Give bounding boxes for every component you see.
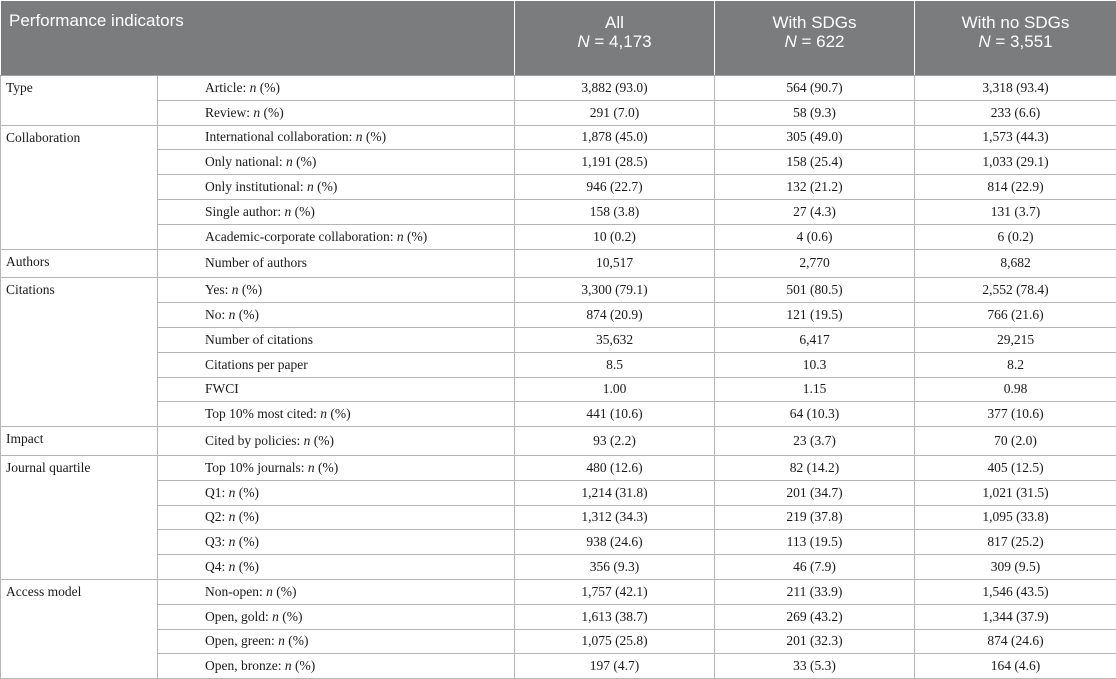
value-with-sdgs: 158 (25.4) [715, 150, 915, 175]
value-with-no-sdgs: 233 (6.6) [915, 100, 1116, 125]
value-with-sdgs: 113 (19.5) [715, 530, 915, 555]
category-cell: Collaboration [1, 125, 158, 249]
table-row [1, 505, 1116, 530]
value-with-sdgs: 23 (3.7) [715, 427, 915, 456]
table-row [1, 76, 1116, 101]
n-symbol: n [286, 154, 293, 169]
indicator-label: Top 10% most cited: [205, 406, 320, 421]
table-row [1, 249, 1116, 278]
header-row [1, 1, 1116, 76]
indicator-label: Q4: [205, 559, 229, 574]
value-with-no-sdgs: 874 (24.6) [915, 629, 1116, 654]
value-with-sdgs: 4 (0.6) [715, 224, 915, 249]
value-all: 291 (7.0) [515, 100, 715, 125]
table-row [1, 579, 1116, 604]
n-symbol: n [272, 609, 279, 624]
n-symbol: N [784, 32, 796, 51]
value-with-sdgs: 211 (33.9) [715, 579, 915, 604]
value-with-no-sdgs: 8.2 [915, 352, 1116, 377]
indicator-label: Q2: [205, 509, 229, 524]
indicator-cell [158, 327, 515, 352]
indicator-suffix: (%) [260, 105, 284, 120]
header-group-n [523, 32, 706, 51]
table-row [1, 278, 1116, 303]
value-with-no-sdgs: 377 (10.6) [915, 402, 1116, 427]
value-all: 874 (20.9) [515, 303, 715, 328]
value-with-no-sdgs: 1,095 (33.8) [915, 505, 1116, 530]
table-row [1, 125, 1116, 150]
indicator-cell [158, 100, 515, 125]
indicator-label: Open, green: [205, 633, 278, 648]
indicator-label: Non-open: [205, 584, 266, 599]
indicator-cell [158, 175, 515, 200]
n-symbol: n [229, 307, 236, 322]
table-row [1, 199, 1116, 224]
indicator-suffix: (%) [285, 633, 309, 648]
value-with-no-sdgs: 1,573 (44.3) [915, 125, 1116, 150]
value-with-no-sdgs: 1,033 (29.1) [915, 150, 1116, 175]
indicator-label: Only institutional: [205, 179, 307, 194]
n-symbol: n [307, 179, 314, 194]
indicator-suffix: (%) [256, 80, 280, 95]
value-with-no-sdgs: 164 (4.6) [915, 654, 1116, 679]
indicator-cell [158, 352, 515, 377]
value-with-no-sdgs: 1,546 (43.5) [915, 579, 1116, 604]
indicator-label: International collaboration: [205, 129, 356, 144]
table-row [1, 100, 1116, 125]
value-with-sdgs: 82 (14.2) [715, 455, 915, 480]
value-with-sdgs: 6,417 [715, 327, 915, 352]
n-value: = 3,551 [995, 32, 1052, 51]
n-symbol: n [285, 204, 292, 219]
table-row [1, 402, 1116, 427]
table-row [1, 480, 1116, 505]
indicator-cell [158, 427, 515, 456]
indicator-cell [158, 125, 515, 150]
value-with-sdgs: 201 (34.7) [715, 480, 915, 505]
value-all: 938 (24.6) [515, 530, 715, 555]
indicator-cell [158, 249, 515, 278]
n-symbol: n [278, 633, 285, 648]
indicator-cell [158, 480, 515, 505]
indicator-suffix: (%) [404, 229, 428, 244]
indicator-label: Article: [205, 80, 250, 95]
value-all: 1,191 (28.5) [515, 150, 715, 175]
value-all: 480 (12.6) [515, 455, 715, 480]
value-all: 1,312 (34.3) [515, 505, 715, 530]
n-symbol: n [356, 129, 363, 144]
value-all: 3,882 (93.0) [515, 76, 715, 101]
header-performance-indicators: Performance indicators [1, 1, 515, 76]
indicator-cell [158, 199, 515, 224]
value-all: 35,632 [515, 327, 715, 352]
indicator-suffix: (%) [292, 658, 316, 673]
header-group-n [723, 32, 906, 51]
value-with-no-sdgs: 309 (9.5) [915, 555, 1116, 580]
value-all: 10 (0.2) [515, 224, 715, 249]
category-cell: Type [1, 76, 158, 126]
n-symbol: n [250, 80, 257, 95]
table-row [1, 224, 1116, 249]
indicator-suffix: (%) [235, 534, 259, 549]
value-with-sdgs: 501 (80.5) [715, 278, 915, 303]
value-all: 1,214 (31.8) [515, 480, 715, 505]
table-row [1, 352, 1116, 377]
value-all: 946 (22.7) [515, 175, 715, 200]
indicator-label: FWCI [205, 381, 239, 396]
value-with-sdgs: 1.15 [715, 377, 915, 402]
table-row [1, 377, 1116, 402]
category-cell: Journal quartile [1, 455, 158, 579]
indicator-cell [158, 579, 515, 604]
indicator-label: Number of authors [205, 255, 307, 270]
header-with-sdgs [715, 1, 915, 76]
indicator-cell [158, 76, 515, 101]
value-with-no-sdgs: 29,215 [915, 327, 1116, 352]
indicator-suffix: (%) [279, 609, 303, 624]
n-symbol: n [308, 460, 315, 475]
value-with-sdgs: 219 (37.8) [715, 505, 915, 530]
n-symbol: n [397, 229, 404, 244]
indicator-label: Q3: [205, 534, 229, 549]
value-with-sdgs: 64 (10.3) [715, 402, 915, 427]
value-with-no-sdgs: 70 (2.0) [915, 427, 1116, 456]
table-row [1, 150, 1116, 175]
indicator-label: Single author: [205, 204, 285, 219]
n-symbol: n [229, 485, 236, 500]
indicator-suffix: (%) [310, 433, 334, 448]
indicator-label: Cited by policies: [205, 433, 304, 448]
value-all: 1,075 (25.8) [515, 629, 715, 654]
value-with-no-sdgs: 405 (12.5) [915, 455, 1116, 480]
value-with-no-sdgs: 131 (3.7) [915, 199, 1116, 224]
n-symbol: n [320, 406, 327, 421]
indicator-label: Number of citations [205, 332, 313, 347]
indicator-cell [158, 629, 515, 654]
header-group-n [923, 32, 1108, 51]
indicator-suffix: (%) [327, 406, 351, 421]
value-with-no-sdgs: 814 (22.9) [915, 175, 1116, 200]
header-with-no-sdgs [915, 1, 1116, 76]
value-all: 1,878 (45.0) [515, 125, 715, 150]
category-cell: Impact [1, 427, 158, 456]
value-all: 3,300 (79.1) [515, 278, 715, 303]
n-symbol: n [229, 534, 236, 549]
n-symbol: n [304, 433, 311, 448]
value-with-sdgs: 305 (49.0) [715, 125, 915, 150]
n-symbol: n [266, 584, 273, 599]
n-symbol: n [285, 658, 292, 673]
header-group-name: With SDGs [772, 13, 856, 32]
table-row [1, 530, 1116, 555]
value-with-no-sdgs: 1,021 (31.5) [915, 480, 1116, 505]
indicator-cell [158, 555, 515, 580]
value-with-sdgs: 10.3 [715, 352, 915, 377]
table-body [1, 76, 1116, 679]
value-with-no-sdgs: 2,552 (78.4) [915, 278, 1116, 303]
table-row [1, 427, 1116, 456]
indicator-label: Review: [205, 105, 253, 120]
value-with-no-sdgs: 3,318 (93.4) [915, 76, 1116, 101]
table-row [1, 175, 1116, 200]
indicator-label: Open, bronze: [205, 658, 285, 673]
indicator-label: Citations per paper [205, 357, 308, 372]
indicator-suffix: (%) [235, 559, 259, 574]
table-row [1, 604, 1116, 629]
value-with-no-sdgs: 8,682 [915, 249, 1116, 278]
n-symbol: n [232, 282, 239, 297]
n-symbol: n [253, 105, 260, 120]
indicator-suffix: (%) [291, 204, 315, 219]
category-cell: Authors [1, 249, 158, 278]
indicator-suffix: (%) [293, 154, 317, 169]
indicator-cell [158, 377, 515, 402]
indicator-label: Academic-corporate collaboration: [205, 229, 397, 244]
n-symbol: n [229, 509, 236, 524]
value-all: 1,613 (38.7) [515, 604, 715, 629]
table-header [1, 1, 1116, 76]
value-all: 10,517 [515, 249, 715, 278]
value-all: 441 (10.6) [515, 402, 715, 427]
indicator-label: Only national: [205, 154, 286, 169]
value-with-no-sdgs: 766 (21.6) [915, 303, 1116, 328]
indicator-cell [158, 303, 515, 328]
value-with-sdgs: 58 (9.3) [715, 100, 915, 125]
value-with-sdgs: 121 (19.5) [715, 303, 915, 328]
indicator-label: Top 10% journals: [205, 460, 308, 475]
table-row [1, 327, 1116, 352]
value-with-sdgs: 201 (32.3) [715, 629, 915, 654]
indicator-cell [158, 604, 515, 629]
indicator-cell [158, 530, 515, 555]
indicator-cell [158, 150, 515, 175]
indicator-suffix: (%) [235, 307, 259, 322]
value-with-sdgs: 46 (7.9) [715, 555, 915, 580]
indicator-suffix: (%) [239, 282, 263, 297]
value-all: 158 (3.8) [515, 199, 715, 224]
indicator-label: Q1: [205, 485, 229, 500]
value-with-sdgs: 33 (5.3) [715, 654, 915, 679]
indicator-suffix: (%) [315, 460, 339, 475]
value-with-sdgs: 27 (4.3) [715, 199, 915, 224]
category-cell: Access model [1, 579, 158, 678]
value-with-no-sdgs: 0.98 [915, 377, 1116, 402]
n-symbol: n [229, 559, 236, 574]
header-all [515, 1, 715, 76]
value-with-no-sdgs: 6 (0.2) [915, 224, 1116, 249]
value-with-sdgs: 564 (90.7) [715, 76, 915, 101]
indicator-cell [158, 455, 515, 480]
n-symbol: N [577, 32, 589, 51]
indicator-cell [158, 402, 515, 427]
header-group-name: With no SDGs [962, 13, 1070, 32]
n-value: = 4,173 [594, 32, 651, 51]
value-all: 1,757 (42.1) [515, 579, 715, 604]
indicator-suffix: (%) [314, 179, 338, 194]
value-all: 1.00 [515, 377, 715, 402]
table-row [1, 455, 1116, 480]
value-with-sdgs: 2,770 [715, 249, 915, 278]
indicator-label: No: [205, 307, 229, 322]
indicator-suffix: (%) [273, 584, 297, 599]
indicator-suffix: (%) [235, 509, 259, 524]
indicator-cell [158, 278, 515, 303]
value-with-sdgs: 132 (21.2) [715, 175, 915, 200]
value-with-no-sdgs: 817 (25.2) [915, 530, 1116, 555]
table-row [1, 555, 1116, 580]
value-all: 356 (9.3) [515, 555, 715, 580]
value-with-sdgs: 269 (43.2) [715, 604, 915, 629]
value-all: 197 (4.7) [515, 654, 715, 679]
indicator-label: Open, gold: [205, 609, 272, 624]
n-value: = 622 [802, 32, 845, 51]
indicator-suffix: (%) [362, 129, 386, 144]
indicator-suffix: (%) [235, 485, 259, 500]
value-all: 93 (2.2) [515, 427, 715, 456]
value-with-no-sdgs: 1,344 (37.9) [915, 604, 1116, 629]
indicator-cell [158, 224, 515, 249]
indicator-label: Yes: [205, 282, 232, 297]
header-group-name: All [605, 13, 624, 32]
category-cell: Citations [1, 278, 158, 427]
value-all: 8.5 [515, 352, 715, 377]
n-symbol: N [978, 32, 990, 51]
table-row [1, 303, 1116, 328]
indicator-cell [158, 505, 515, 530]
table-row [1, 629, 1116, 654]
